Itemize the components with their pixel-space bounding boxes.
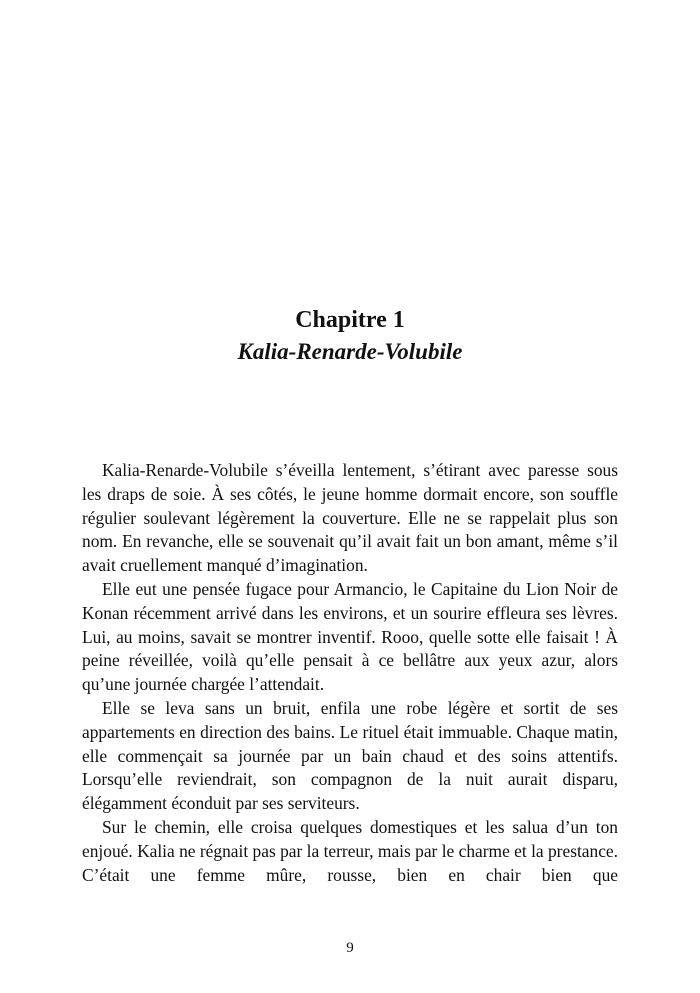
chapter-heading bbox=[0, 305, 700, 367]
chapter-title: Chapitre 1 bbox=[295, 307, 405, 333]
paragraph: Sur le chemin, elle croisa quelques domestiques et les salua d’un ton enjoué. Kalia ne régnait pas par la terreur, mais par le charme et la prestance. C’était une femme mûre, rousse, bien en chair bien que bbox=[82, 816, 618, 885]
paragraph: Elle eut une pensée fugace pour Armancio, le Capitaine du Lion Noir de Konan récemment arrivé dans les environs, et un sourire effleura ses lèvres. Lui, au moins, savait se montrer inventif. Rooo, quelle sotte elle faisait ! À peine réveillée, voilà qu’elle pensait à ce bellâtre aux yeux azur, alors qu’une journée chargée l’attendait. bbox=[82, 578, 618, 695]
paragraph: Elle se leva sans un bruit, enfila une robe légère et sortit de ses appartements en direction des bains. Le rituel était immuable. Chaque matin, elle commençait sa journée par un bain chaud et des soins attentifs. Lorsqu’elle reviendrait, son compagnon de la nuit aurait disparu, élégamment éconduit par ses serviteurs. bbox=[82, 697, 618, 814]
chapter-body bbox=[82, 459, 618, 887]
chapter-subtitle: Kalia-Renarde-Volubile bbox=[237, 339, 463, 364]
paragraph: Kalia-Renarde-Volubile s’éveilla lentement, s’étirant avec paresse sous les draps de soie. À ses côtés, le jeune homme dormait encore, son souffle régulier soulevant légèrement la couverture. Elle ne se rappelait plus son nom. En revanche, elle se souvenait qu’il avait fait un bon amant, même s’il avait cruellement manqué d’imagination. bbox=[82, 460, 618, 576]
page-number: 9 bbox=[346, 940, 354, 956]
